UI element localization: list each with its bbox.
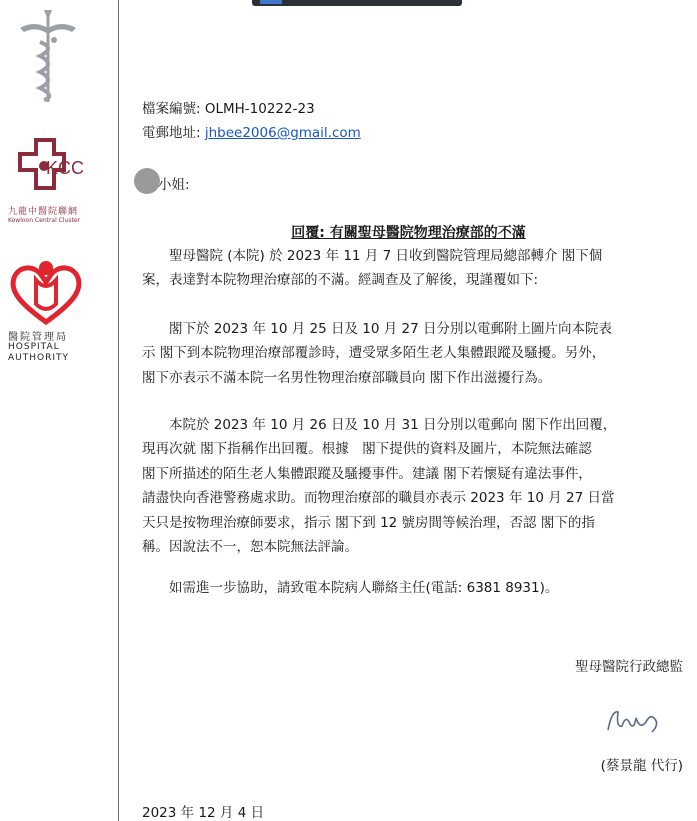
ha-name-en-1: HOSPITAL bbox=[8, 342, 60, 352]
deputy-signature-line: (蔡景龍 代行) bbox=[600, 758, 683, 774]
signer-title: 聖母醫院行政總監 bbox=[575, 659, 683, 675]
paragraph-3-line-2: 現再次就 閣下指稱作出回覆。根據 閣下提供的資料及圖片，本院無法確認 bbox=[142, 441, 592, 458]
paragraph-1 bbox=[142, 244, 690, 293]
kcc-letters: KCC bbox=[46, 158, 85, 178]
paragraph-1-line-1: 聖母醫院 (本院) 於 2023 年 11 月 7 日收到醫院管理局總部轉介 閣下個 bbox=[142, 248, 603, 264]
caduceus-logo-icon bbox=[10, 6, 86, 106]
paragraph-1-line-2: 案，表達對本院物理治療部的不滿。經調查及了解後，現謹覆如下: bbox=[142, 272, 539, 289]
ha-logo bbox=[4, 258, 88, 370]
paragraph-2 bbox=[142, 317, 690, 390]
letterhead-sidebar bbox=[0, 0, 119, 821]
kcc-name-cn: 九龍中醫院聯網 bbox=[8, 207, 79, 217]
salutation: 小姐: bbox=[158, 177, 190, 193]
file-number: OLMH-10222-23 bbox=[204, 101, 315, 117]
paragraph-3 bbox=[142, 413, 690, 559]
ha-name-cn: 醫院管理局 bbox=[8, 332, 68, 343]
file-number-line bbox=[142, 97, 315, 117]
paragraph-3-line-6: 稱。因說法不一，恕本院無法評論。 bbox=[142, 539, 358, 556]
paragraph-2-line-2: 示 閣下到本院物理治療部覆診時，遭受眾多陌生老人集體跟蹤及騷擾。另外， bbox=[142, 345, 606, 362]
redacted-name-mark bbox=[134, 168, 160, 194]
kcc-logo bbox=[6, 132, 110, 228]
letter-date: 2023 年 12 月 4 日 bbox=[142, 805, 265, 821]
paragraph-3-line-5: 天只是按物理治療師要求，指示 閣下到 12 號房間等候治理，否認 閣下的指 bbox=[142, 514, 595, 531]
paragraph-4-line-1: 如需進一步協助，請致電本院病人聯絡主任(電話: 6381 8931)。 bbox=[142, 580, 559, 596]
email-label: 電郵地址: bbox=[142, 125, 205, 141]
paragraph-3-line-1: 本院於 2023 年 10 月 26 日及 10 月 31 日分別以電郵向 閣下作出回覆， bbox=[142, 417, 617, 433]
paragraph-2-line-1: 閣下於 2023 年 10 月 25 日及 10 月 27 日分別以電郵附上圖片向本院表 bbox=[142, 321, 612, 337]
paragraph-3-line-4: 請盡快向香港警務處求助。而物理治療部的職員亦表示 2023 年 10 月 27 日當 bbox=[142, 490, 615, 507]
paragraph-4 bbox=[142, 576, 690, 600]
ha-name-en-2: AUTHORITY bbox=[8, 353, 69, 363]
kcc-name-en: Kowloon Central Cluster bbox=[8, 217, 80, 224]
file-number-label: 檔案編號: bbox=[142, 101, 205, 117]
kcc-cross-icon bbox=[6, 132, 110, 202]
paragraph-3-line-3: 閣下所描述的陌生老人集體跟蹤及騷擾事件。建議 閣下若懷疑有違法事件， bbox=[142, 465, 592, 482]
email-link[interactable]: jhbee2006@gmail.com bbox=[204, 125, 361, 141]
email-line bbox=[142, 121, 361, 141]
letter-body bbox=[120, 0, 697, 821]
paragraph-2-line-3: 閣下亦表示不滿本院一名男性物理治療部職員向 閣下作出滋擾行為。 bbox=[142, 369, 552, 386]
ha-heart-icon bbox=[4, 258, 88, 326]
handwritten-signature-icon bbox=[602, 700, 666, 740]
letter-subject: 回覆: 有關聖母醫院物理治療部的不滿 bbox=[291, 225, 526, 241]
